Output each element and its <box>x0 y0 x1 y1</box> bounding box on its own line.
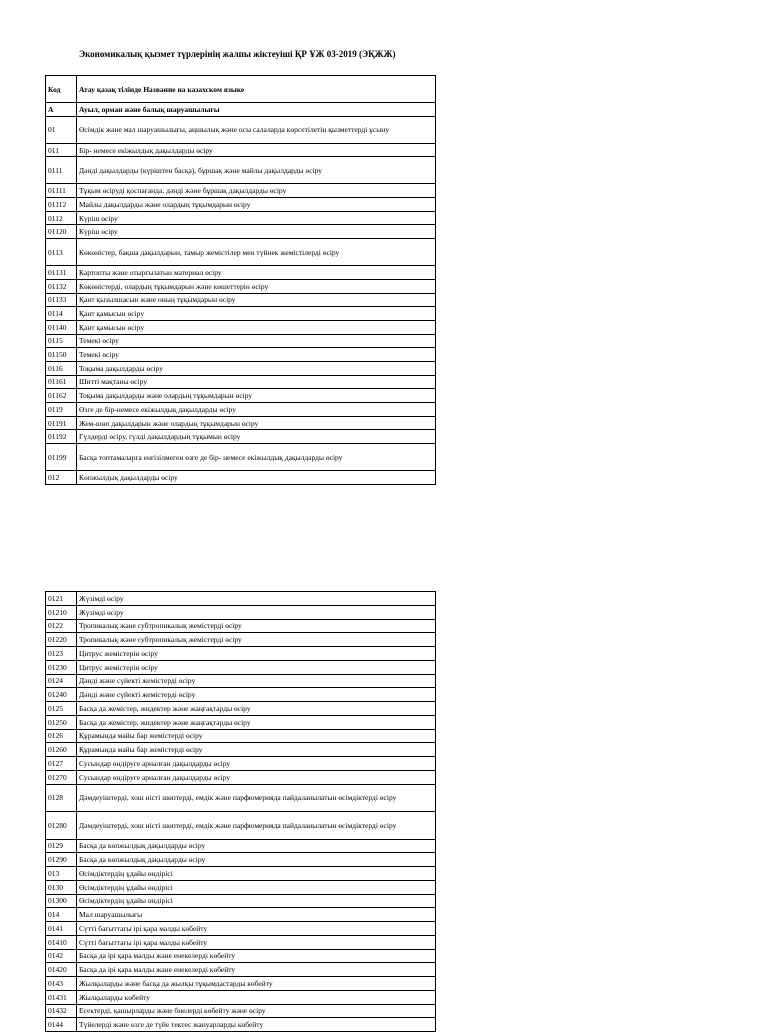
code-cell: 0119 <box>46 403 77 417</box>
code-cell: 0144 <box>46 1018 77 1032</box>
activity-name-cell: Құрамында майы бар жемістерді өсіру <box>77 743 436 757</box>
activity-name-cell: Өсімдік және мал шаруашылығы, аңшылық және осы салаларда көрсетілетін қызметтерді ұсыну <box>77 116 436 143</box>
activity-name-cell: Құрамында майы бар жемістерді өсіру <box>77 729 436 743</box>
code-cell: 01133 <box>46 293 77 307</box>
activity-name-cell: Басқа да көпжылдық дақылдарды өсіру <box>77 839 436 853</box>
table-row <box>46 416 436 430</box>
table-row <box>46 116 436 143</box>
activity-name-cell: Басқа да ірі қара малды және енекелерді көбейту <box>77 963 436 977</box>
code-cell: 01300 <box>46 894 77 908</box>
table-row <box>46 334 436 348</box>
activity-name-cell: Сусындар өндіруге арналған дақылдарды өсіру <box>77 770 436 784</box>
activity-name-cell: Сүтті бағыттағы ірі қара малды көбейту <box>77 935 436 949</box>
activity-name-cell: Тропикалық және субтропикалық жемістерді өсіру <box>77 619 436 633</box>
code-cell: 01270 <box>46 770 77 784</box>
activity-name-cell: Өсімдіктердің ұдайы өндірісі <box>77 894 436 908</box>
header-code: Код <box>46 76 77 103</box>
activity-name-cell: Өзге де бір-немесе екіжылдық дақылдарды өсіру <box>77 403 436 417</box>
code-cell: 01140 <box>46 320 77 334</box>
table-row <box>46 605 436 619</box>
activity-name-cell: Цитрус жемістерін өсіру <box>77 647 436 661</box>
activity-name-cell: Бір- немесе екіжылдық дақылдарды өсіру <box>77 143 436 157</box>
activity-name-cell: Басқа топтамаларға енгізілмеген өзге де бір- немесе екіжылдық дақылдарды өсіру <box>77 444 436 471</box>
code-cell: 01280 <box>46 812 77 840</box>
table-row <box>46 239 436 266</box>
activity-name-cell: Дәмдеуіштерді, хош иісті шөптерді, емдік және парфюмерияда пайдаланылатын өсімдіктерді өсіру <box>77 784 436 812</box>
activity-name-cell: Есектерді, қашырларды және биелерді көбейту және өсіру <box>77 1004 436 1018</box>
activity-name-cell: Жылқыларды көбейту <box>77 990 436 1004</box>
code-cell: 01131 <box>46 266 77 280</box>
code-cell: 01290 <box>46 853 77 867</box>
code-cell: 01431 <box>46 990 77 1004</box>
activity-name-cell: Қант қамысын өсіру <box>77 307 436 321</box>
table-row <box>46 293 436 307</box>
activity-name-cell: Басқа да ірі қара малды және енекелерді көбейту <box>77 949 436 963</box>
code-cell: 0125 <box>46 702 77 716</box>
code-cell: 0112 <box>46 211 77 225</box>
activity-name-cell: Тоқыма дақылдарды және олардың тұқымдарын өсіру <box>77 389 436 403</box>
table-row <box>46 853 436 867</box>
table-row <box>46 660 436 674</box>
table-row <box>46 922 436 936</box>
activity-name-cell: Күріш өсіру <box>77 211 436 225</box>
code-cell: 013 <box>46 867 77 881</box>
code-cell: 01192 <box>46 430 77 444</box>
code-cell: 01150 <box>46 348 77 362</box>
code-cell: 01420 <box>46 963 77 977</box>
code-cell: 0129 <box>46 839 77 853</box>
table-row <box>46 770 436 784</box>
table-row <box>46 633 436 647</box>
activity-name-cell: Өсімдіктердің ұдайы өндірісі <box>77 880 436 894</box>
activity-name-cell: Темекі өсіру <box>77 334 436 348</box>
code-cell: 014 <box>46 908 77 922</box>
table-row <box>46 157 436 184</box>
code-cell: 01161 <box>46 375 77 389</box>
activity-name-cell: Жем-шөп дақылдарын және олардың тұқымдарын өсіру <box>77 416 436 430</box>
code-cell: 0122 <box>46 619 77 633</box>
table-row <box>46 949 436 963</box>
activity-name-cell: Көкөністер, бақша дақылдарын, тамыр жемістілер мен түйнек жемістілерді өсіру <box>77 239 436 266</box>
table-row <box>46 389 436 403</box>
code-cell: 012 <box>46 471 77 485</box>
code-cell: 011 <box>46 143 77 157</box>
code-cell: 01210 <box>46 605 77 619</box>
code-cell: 0123 <box>46 647 77 661</box>
activity-name-cell: Қант қызылшасын және оның тұқымдарын өсіру <box>77 293 436 307</box>
activity-name-cell: Темекі өсіру <box>77 348 436 362</box>
code-cell: 0130 <box>46 880 77 894</box>
activity-name-cell: Дәнді және сүйекті жемістерді өсіру <box>77 688 436 702</box>
code-cell: 0121 <box>46 592 77 606</box>
code-cell: 01132 <box>46 279 77 293</box>
table-row <box>46 743 436 757</box>
table-row <box>46 1018 436 1032</box>
code-cell: 01120 <box>46 225 77 239</box>
activity-name-cell: Гүлдерді өсіру, гүлді дақылдардың тұқымын өсіру <box>77 430 436 444</box>
table-row <box>46 430 436 444</box>
activity-name-cell: Өсімдіктердің ұдайы өндірісі <box>77 867 436 881</box>
activity-name-cell: Майлы дақылдарды және олардың тұқымдарын өсіру <box>77 198 436 212</box>
table-row <box>46 990 436 1004</box>
code-cell: 01250 <box>46 715 77 729</box>
table-row <box>46 839 436 853</box>
table-row <box>46 103 436 117</box>
table-row <box>46 471 436 485</box>
table-row <box>46 880 436 894</box>
code-cell: 01 <box>46 116 77 143</box>
table-row <box>46 211 436 225</box>
table-row <box>46 307 436 321</box>
activity-name-cell: Цитрус жемістерін өсіру <box>77 660 436 674</box>
code-cell: 0115 <box>46 334 77 348</box>
activity-name-cell: Күріш өсіру <box>77 225 436 239</box>
code-cell: 01162 <box>46 389 77 403</box>
table-row <box>46 198 436 212</box>
code-cell: 0124 <box>46 674 77 688</box>
code-cell: 01410 <box>46 935 77 949</box>
activity-name-cell: Ауыл, орман және балық шаруашылығы <box>77 103 436 117</box>
activity-name-cell: Сүтті бағыттағы ірі қара малды көбейту <box>77 922 436 936</box>
code-cell: 01260 <box>46 743 77 757</box>
code-cell: 0116 <box>46 361 77 375</box>
code-cell: 0128 <box>46 784 77 812</box>
table-header-row <box>46 76 436 103</box>
activity-name-cell: Тропикалық және субтропикалық жемістерді өсіру <box>77 633 436 647</box>
activity-name-cell: Дәнді дақылдарды (күріштен басқа), бұршақ және майлы дақылдарды өсіру <box>77 157 436 184</box>
table-row <box>46 729 436 743</box>
table-row <box>46 266 436 280</box>
table-row <box>46 812 436 840</box>
table-row <box>46 894 436 908</box>
table-row <box>46 361 436 375</box>
table-row <box>46 619 436 633</box>
table-row <box>46 184 436 198</box>
activity-name-cell: Түйелерді және өзге де түйе тектес жануарларды көбейту <box>77 1018 436 1032</box>
code-cell: 01220 <box>46 633 77 647</box>
table-row <box>46 348 436 362</box>
activity-name-cell: Басқа да жемістер, жидектер және жаңғақтарды өсіру <box>77 702 436 716</box>
table-row <box>46 784 436 812</box>
code-cell: 0141 <box>46 922 77 936</box>
activity-name-cell: Шитті мақтаны өсіру <box>77 375 436 389</box>
code-cell: 01191 <box>46 416 77 430</box>
table-row <box>46 444 436 471</box>
code-cell: 0113 <box>46 239 77 266</box>
activity-name-cell: Сусындар өндіруге арналған дақылдарды өсіру <box>77 757 436 771</box>
table-row <box>46 702 436 716</box>
table-row <box>46 908 436 922</box>
table-row <box>46 403 436 417</box>
table-row <box>46 757 436 771</box>
code-cell: 01112 <box>46 198 77 212</box>
activity-name-cell: Тұқым өсіруді қоспағанда, дәнді және бұршақ дақылдарды өсіру <box>77 184 436 198</box>
codes-table-bottom <box>45 591 436 1032</box>
table-row <box>46 674 436 688</box>
code-cell: 01111 <box>46 184 77 198</box>
code-cell: 0143 <box>46 977 77 991</box>
activity-name-cell: Дәмдеуіштерді, хош иісті шөптерді, емдік және парфюмерияда пайдаланылатын өсімдіктерді өсіру <box>77 812 436 840</box>
table-row <box>46 143 436 157</box>
table-row <box>46 375 436 389</box>
activity-name-cell: Тоқыма дақылдарды өсіру <box>77 361 436 375</box>
activity-name-cell: Мал шаруашылығы <box>77 908 436 922</box>
table-row <box>46 867 436 881</box>
table-row <box>46 715 436 729</box>
code-cell: 01240 <box>46 688 77 702</box>
activity-name-cell: Жүзімді өсіру <box>77 592 436 606</box>
table-row <box>46 977 436 991</box>
code-cell: 0126 <box>46 729 77 743</box>
code-cell: A <box>46 103 77 117</box>
activity-name-cell: Көкөністерді, олардың тұқымдарын және көшеттерін өсіру <box>77 279 436 293</box>
table-row <box>46 963 436 977</box>
codes-table-top <box>45 75 436 485</box>
activity-name-cell: Басқа да көпжылдық дақылдарды өсіру <box>77 853 436 867</box>
table-row <box>46 688 436 702</box>
activity-name-cell: Көпжылдық дақылдарды өсіру <box>77 471 436 485</box>
table-row <box>46 279 436 293</box>
header-name: Атау қазақ тілінде Название на казахском языке <box>77 76 436 103</box>
document-title: Экономикалық қызмет түрлерінің жалпы жіктеуіші ҚР ҰЖ 03-2019 (ЭҚЖЖ) <box>79 49 396 59</box>
activity-name-cell: Жылқыларды және басқа да жылқы тұқымдастарды көбейту <box>77 977 436 991</box>
code-cell: 0114 <box>46 307 77 321</box>
activity-name-cell: Жүзімді өсіру <box>77 605 436 619</box>
activity-name-cell: Басқа да жемістер, жидектер және жаңғақтарды өсіру <box>77 715 436 729</box>
code-cell: 0127 <box>46 757 77 771</box>
code-cell: 01432 <box>46 1004 77 1018</box>
table-row <box>46 320 436 334</box>
table-row <box>46 935 436 949</box>
activity-name-cell: Дәнді және сүйекті жемістерді өсіру <box>77 674 436 688</box>
activity-name-cell: Картопты және отырғызатын материал өсіру <box>77 266 436 280</box>
table-row <box>46 647 436 661</box>
code-cell: 01230 <box>46 660 77 674</box>
code-cell: 0142 <box>46 949 77 963</box>
code-cell: 0111 <box>46 157 77 184</box>
table-row <box>46 592 436 606</box>
activity-name-cell: Қант қамысын өсіру <box>77 320 436 334</box>
table-row <box>46 1004 436 1018</box>
table-row <box>46 225 436 239</box>
code-cell: 01199 <box>46 444 77 471</box>
